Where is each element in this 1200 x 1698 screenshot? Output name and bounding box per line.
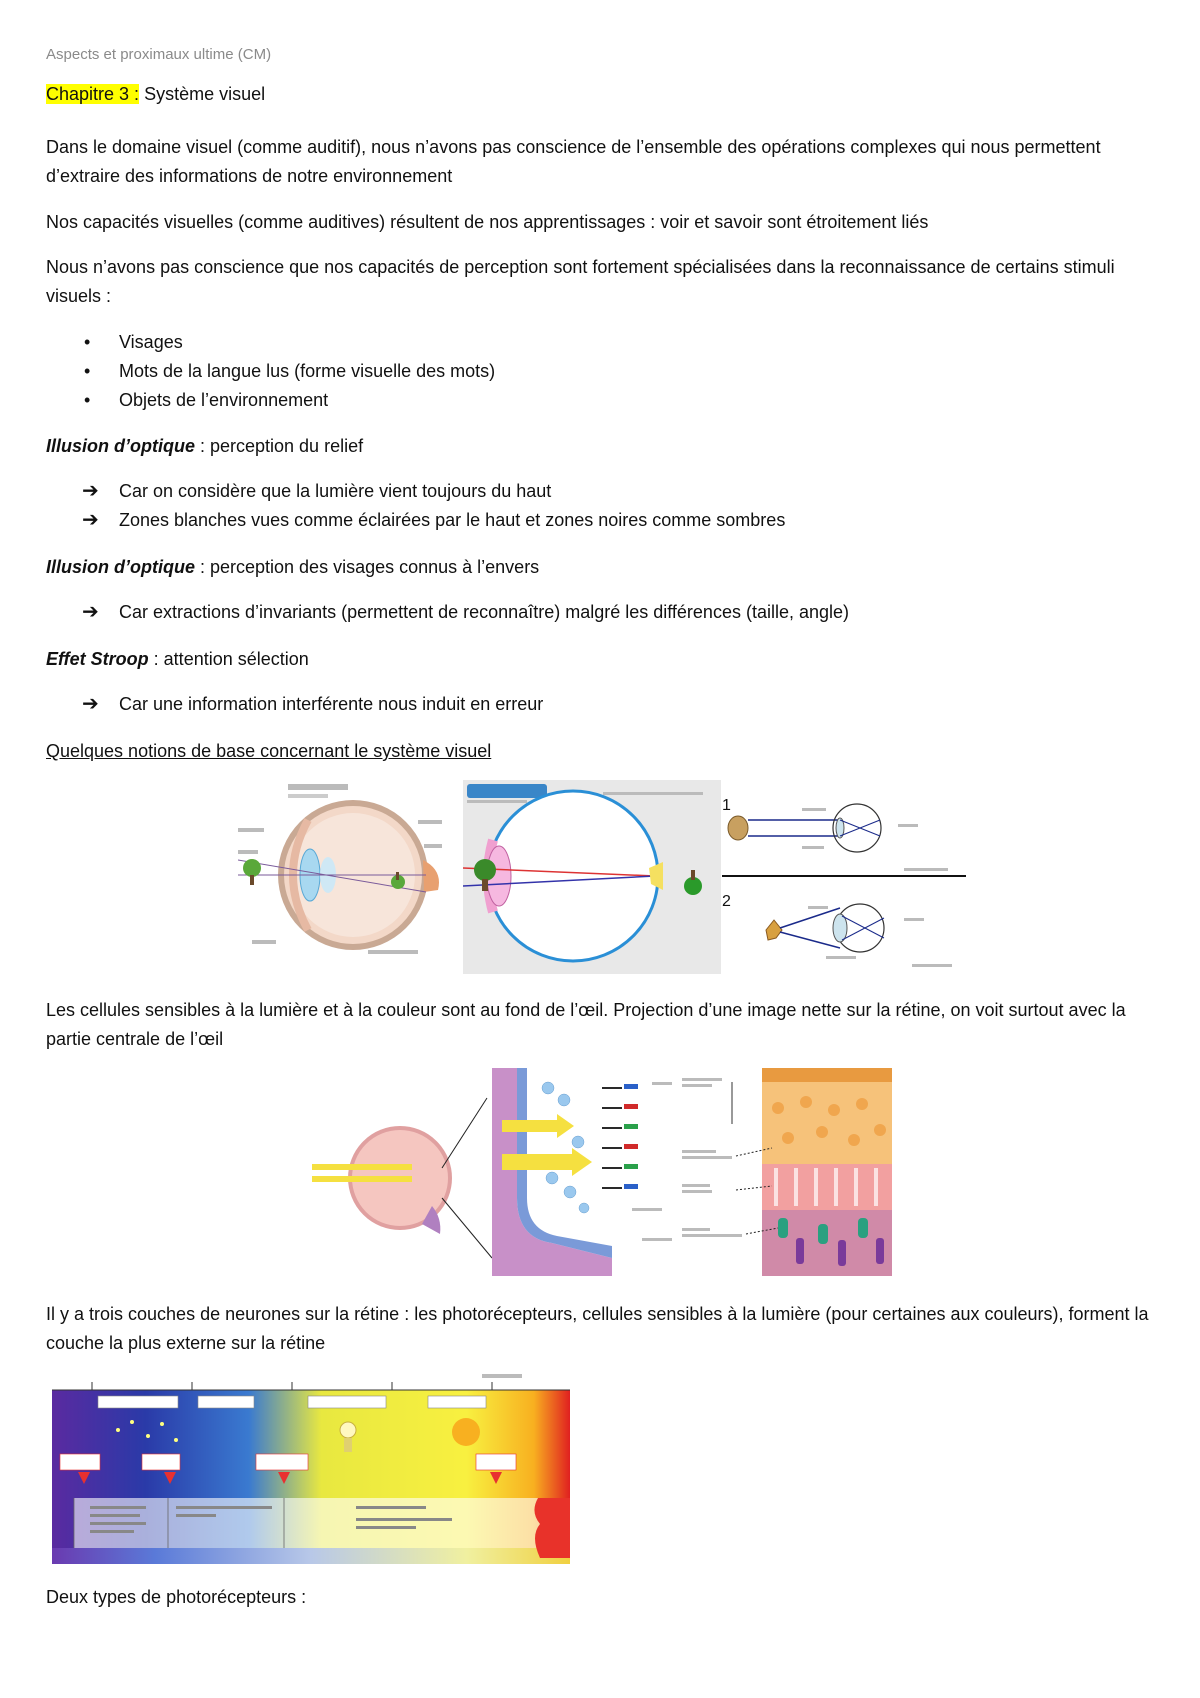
stroop-points bbox=[46, 690, 543, 719]
list-item: ➔ Zones blanches vues comme éclairées par le haut et zones noires comme sombres bbox=[46, 506, 785, 535]
stroop-heading: Effet Stroop : attention sélection bbox=[46, 649, 309, 669]
chapter-name: Système visuel bbox=[139, 84, 266, 104]
document-header: Aspects et proximaux ultime (CM) bbox=[46, 46, 272, 63]
tree-icon bbox=[766, 920, 782, 940]
chapter-label: Chapitre 3 : bbox=[46, 84, 140, 104]
bullet-icon: • bbox=[84, 332, 91, 352]
figure-label-1: 1 bbox=[722, 797, 731, 814]
list-item: • Objets de l’environnement bbox=[46, 386, 495, 415]
list-item: • Mots de la langue lus (forme visuelle des mots) bbox=[46, 357, 495, 386]
list-item: • Visages bbox=[46, 328, 495, 357]
illusion-relief-heading: Illusion d’optique : perception du relief bbox=[46, 436, 364, 456]
sun-icon bbox=[452, 1418, 480, 1446]
arrow-right-icon: ➔ bbox=[82, 601, 99, 623]
retina-zoom-figure bbox=[312, 1068, 680, 1276]
arrow-right-icon: ➔ bbox=[82, 509, 99, 531]
paragraph-5: Il y a trois couches de neurones sur la rétine : les photorécepteurs, cellules sensibles à la lumière (pour certaines aux couleurs), forment la couche la plus externe sur la rétine bbox=[46, 1304, 1149, 1353]
paragraph-4: Les cellules sensibles à la lumière et à la couleur sont au fond de l’œil. Projection d’une image nette sur la rétine, on voit surtout avec la partie centrale de l’œil bbox=[46, 1000, 1126, 1049]
paragraph-3: Nous n’avons pas conscience que nos capacités de perception sont fortement spécialisées dans la reconnaissance de certains stimuli visuels : bbox=[46, 257, 1115, 306]
retina-layers-figure bbox=[682, 1068, 892, 1276]
bullet-icon: • bbox=[84, 361, 91, 381]
arrow-right-icon: ➔ bbox=[82, 480, 99, 502]
luminance-spectrum-figure bbox=[52, 1372, 572, 1564]
illusion-relief-points bbox=[46, 477, 785, 535]
eye-projection-figure bbox=[463, 780, 721, 974]
stimuli-list bbox=[46, 328, 495, 415]
paragraph-1: Dans le domaine visuel (comme auditif), nous n’avons pas conscience de l’ensemble des opérations complexes qui nous permettent d’extraire des informations de notre environnement bbox=[46, 137, 1101, 186]
paragraph-2: Nos capacités visuelles (comme auditives) résultent de nos apprentissages : voir et savoir sont étroitement liés bbox=[46, 212, 929, 232]
list-item: ➔ Car on considère que la lumière vient toujours du haut bbox=[46, 477, 785, 506]
tree-icon bbox=[243, 859, 261, 885]
illusion-faces-points bbox=[46, 598, 849, 627]
eye-anatomy-figure bbox=[238, 780, 454, 966]
illusion-faces-heading: Illusion d’optique : perception des visages connus à l’envers bbox=[46, 557, 540, 577]
paragraph-6: Deux types de photorécepteurs : bbox=[46, 1587, 307, 1607]
bullet-icon: • bbox=[84, 390, 91, 410]
list-item: ➔ Car extractions d’invariants (permettent de reconnaître) malgré les différences (taille, angle) bbox=[46, 598, 849, 627]
section-heading: Quelques notions de base concernant le système visuel bbox=[46, 741, 492, 761]
list-item: ➔ Car une information interférente nous induit en erreur bbox=[46, 690, 543, 719]
tree-icon bbox=[728, 816, 748, 840]
chapter-title bbox=[46, 80, 1156, 109]
accommodation-figure bbox=[722, 780, 972, 974]
arrow-right-icon: ➔ bbox=[82, 693, 99, 715]
figure-label-2: 2 bbox=[722, 893, 731, 910]
